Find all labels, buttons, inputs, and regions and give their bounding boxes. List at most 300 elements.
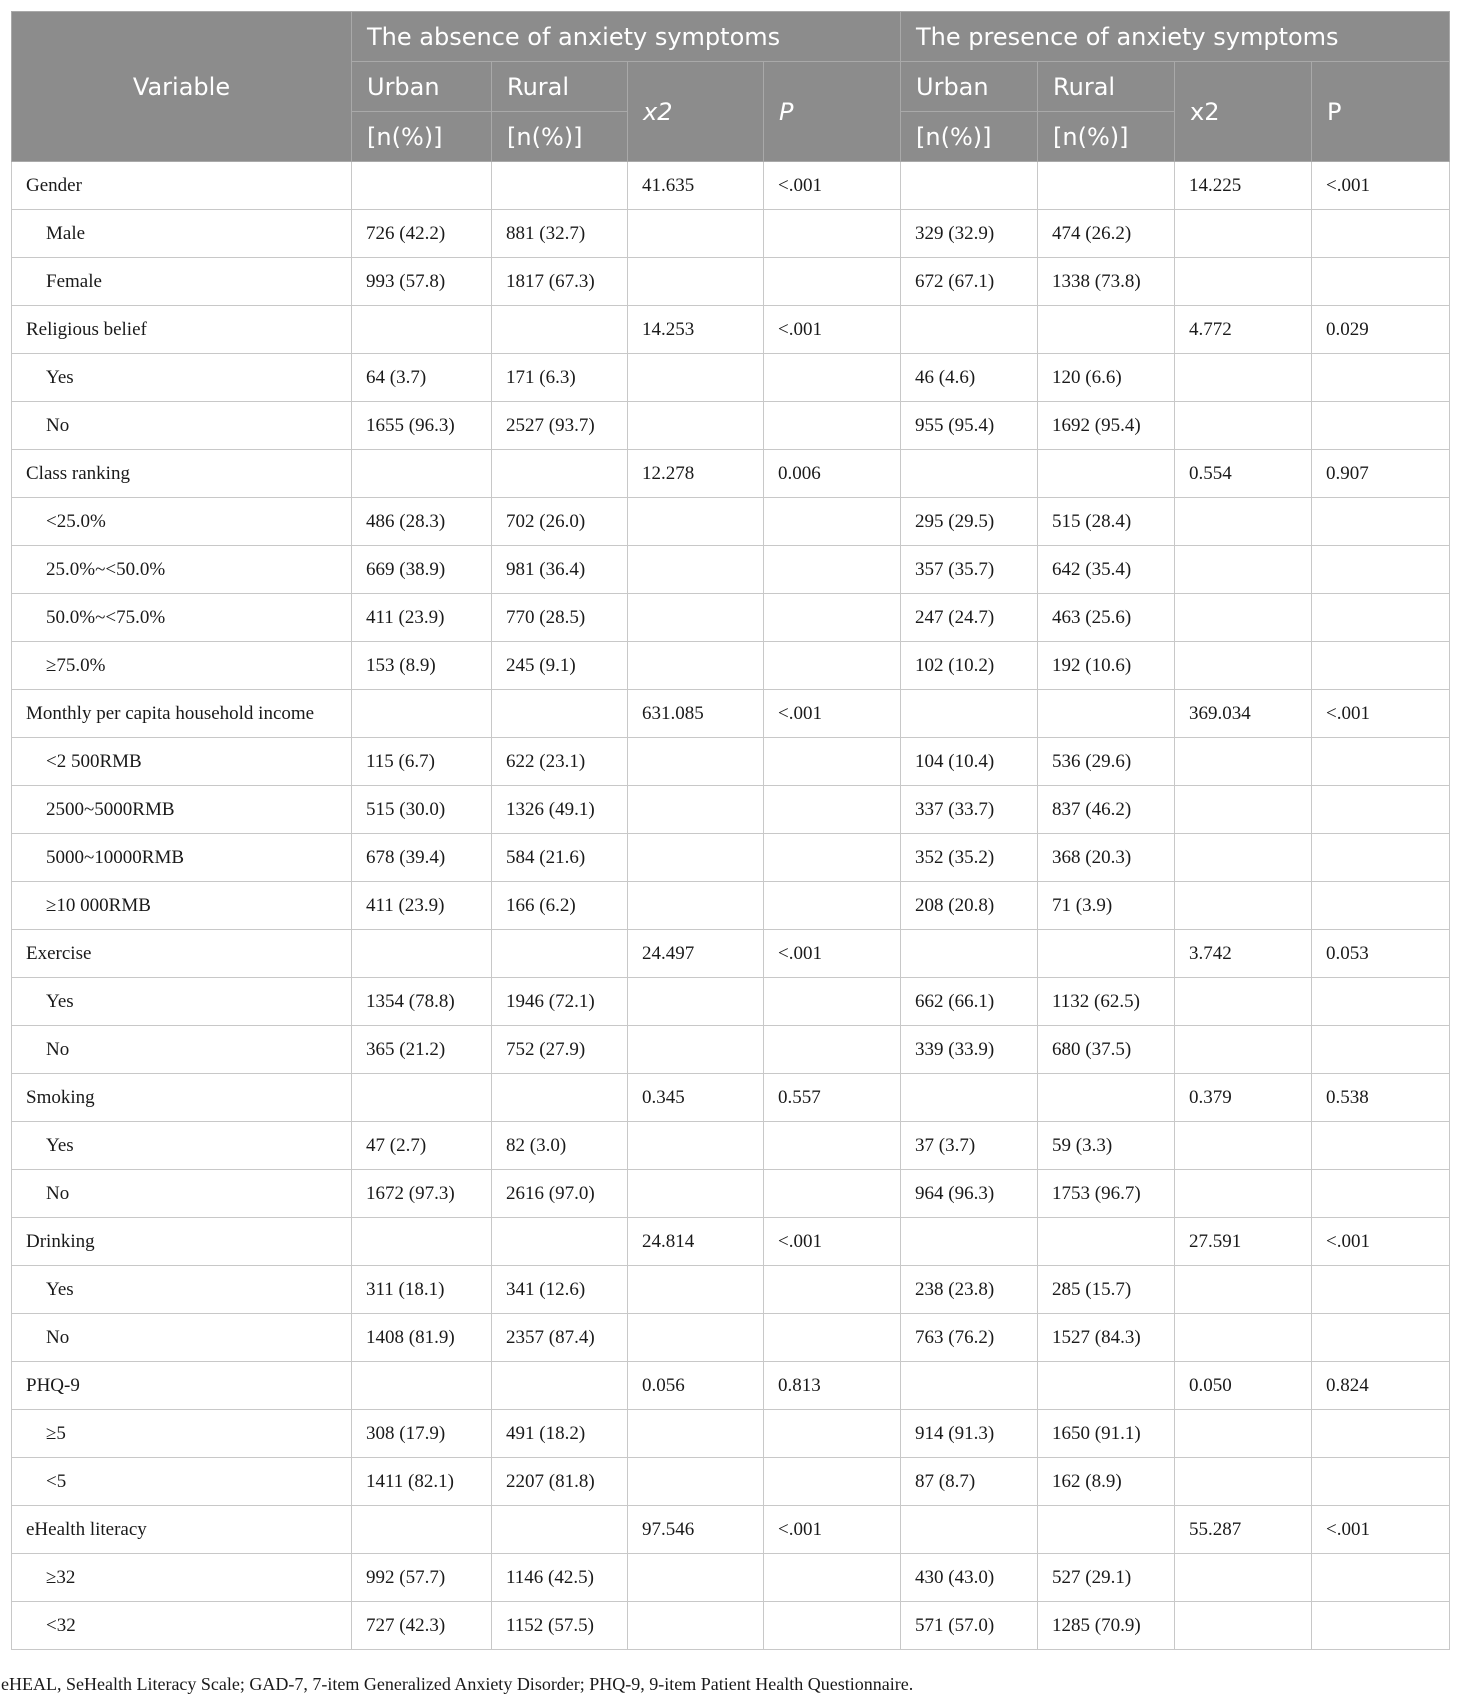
table-cell xyxy=(628,786,764,834)
table-row xyxy=(12,1458,1450,1506)
table-cell: <.001 xyxy=(764,930,901,978)
table-cell: 0.053 xyxy=(1312,930,1450,978)
table-row xyxy=(12,738,1450,786)
table-cell: 55.287 xyxy=(1175,1506,1312,1554)
header-variable: Variable xyxy=(12,12,352,162)
table-cell: 955 (95.4) xyxy=(901,402,1038,450)
table-cell: 680 (37.5) xyxy=(1038,1026,1175,1074)
row-label-cell: Exercise xyxy=(12,930,352,978)
table-cell: <.001 xyxy=(1312,1218,1450,1266)
table-cell xyxy=(764,1410,901,1458)
table-cell xyxy=(764,354,901,402)
table-cell xyxy=(1038,690,1175,738)
table-cell: 881 (32.7) xyxy=(492,210,628,258)
table-cell xyxy=(352,690,492,738)
table-cell xyxy=(492,162,628,210)
table-row xyxy=(12,786,1450,834)
row-label-cell: eHealth literacy xyxy=(12,1506,352,1554)
table-cell xyxy=(1312,1602,1450,1650)
table-cell: 247 (24.7) xyxy=(901,594,1038,642)
table-cell: 365 (21.2) xyxy=(352,1026,492,1074)
table-cell: 166 (6.2) xyxy=(492,882,628,930)
table-cell xyxy=(352,1506,492,1554)
table-cell: 2616 (97.0) xyxy=(492,1170,628,1218)
table-cell: 1527 (84.3) xyxy=(1038,1314,1175,1362)
table-cell xyxy=(764,1602,901,1650)
table-cell: 515 (28.4) xyxy=(1038,498,1175,546)
table-cell: 87 (8.7) xyxy=(901,1458,1038,1506)
table-row xyxy=(12,1266,1450,1314)
table-row xyxy=(12,210,1450,258)
row-label-cell: ≥32 xyxy=(12,1554,352,1602)
table-cell xyxy=(764,210,901,258)
table-row xyxy=(12,1410,1450,1458)
table-cell: 47 (2.7) xyxy=(352,1122,492,1170)
table-cell: 527 (29.1) xyxy=(1038,1554,1175,1602)
table-cell: 369.034 xyxy=(1175,690,1312,738)
table-cell xyxy=(1175,738,1312,786)
table-row xyxy=(12,1554,1450,1602)
header-group-absence: The absence of anxiety symptoms xyxy=(352,12,901,62)
row-label-cell: No xyxy=(12,402,352,450)
table-cell: 1411 (82.1) xyxy=(352,1458,492,1506)
table-cell xyxy=(492,1506,628,1554)
table-cell: 678 (39.4) xyxy=(352,834,492,882)
table-cell xyxy=(764,1026,901,1074)
table-cell: 24.814 xyxy=(628,1218,764,1266)
table-cell: 584 (21.6) xyxy=(492,834,628,882)
table-cell: 245 (9.1) xyxy=(492,642,628,690)
table-cell: 1285 (70.9) xyxy=(1038,1602,1175,1650)
table-cell: 515 (30.0) xyxy=(352,786,492,834)
table-cell xyxy=(1175,594,1312,642)
table-cell: 491 (18.2) xyxy=(492,1410,628,1458)
table-cell: 14.253 xyxy=(628,306,764,354)
table-cell xyxy=(1312,1410,1450,1458)
table-cell: 59 (3.3) xyxy=(1038,1122,1175,1170)
row-label-cell: PHQ-9 xyxy=(12,1362,352,1410)
table-cell: 1326 (49.1) xyxy=(492,786,628,834)
table-cell xyxy=(492,306,628,354)
row-label-cell: Yes xyxy=(12,978,352,1026)
table-cell: 104 (10.4) xyxy=(901,738,1038,786)
table-cell: 0.813 xyxy=(764,1362,901,1410)
row-label-cell: Yes xyxy=(12,1122,352,1170)
table-cell xyxy=(764,1314,901,1362)
table-cell xyxy=(764,498,901,546)
row-label-cell: Yes xyxy=(12,1266,352,1314)
row-label-cell: Female xyxy=(12,258,352,306)
table-cell xyxy=(1038,162,1175,210)
table-cell xyxy=(1312,786,1450,834)
table-cell xyxy=(1175,354,1312,402)
table-cell xyxy=(628,1410,764,1458)
table-cell xyxy=(1038,306,1175,354)
table-cell xyxy=(1175,1602,1312,1650)
table-cell: 46 (4.6) xyxy=(901,354,1038,402)
header-rural-presence: Rural xyxy=(1038,62,1175,112)
table-cell: 463 (25.6) xyxy=(1038,594,1175,642)
row-label-cell: 5000~10000RMB xyxy=(12,834,352,882)
table-group-row xyxy=(12,1506,1450,1554)
table-cell: 642 (35.4) xyxy=(1038,546,1175,594)
header-unit-urban-absence: [n(%)] xyxy=(352,112,492,162)
table-cell xyxy=(1312,402,1450,450)
table-cell xyxy=(352,450,492,498)
table-row xyxy=(12,882,1450,930)
table-cell: 339 (33.9) xyxy=(901,1026,1038,1074)
table-footnote: eHEAL, SeHealth Literacy Scale; GAD-7, 7-item Generalized Anxiety Disorder; PHQ-9, 9-item Patient Health Questionnaire. xyxy=(1,1674,914,1694)
table-cell xyxy=(1312,1170,1450,1218)
table-cell: 770 (28.5) xyxy=(492,594,628,642)
table-cell xyxy=(1175,1122,1312,1170)
table-cell: 1672 (97.3) xyxy=(352,1170,492,1218)
table-cell: 474 (26.2) xyxy=(1038,210,1175,258)
table-cell: <.001 xyxy=(764,690,901,738)
table-cell xyxy=(764,882,901,930)
table-cell: <.001 xyxy=(764,306,901,354)
table-cell xyxy=(1038,930,1175,978)
table-cell xyxy=(901,450,1038,498)
table-cell xyxy=(1312,210,1450,258)
table-cell: 727 (42.3) xyxy=(352,1602,492,1650)
table-cell xyxy=(764,258,901,306)
table-cell: 1817 (67.3) xyxy=(492,258,628,306)
table-cell: 1338 (73.8) xyxy=(1038,258,1175,306)
table-cell xyxy=(628,354,764,402)
table-cell: 411 (23.9) xyxy=(352,882,492,930)
table-cell xyxy=(352,1074,492,1122)
row-label-cell: <32 xyxy=(12,1602,352,1650)
table-body xyxy=(12,162,1450,1650)
table-cell: 486 (28.3) xyxy=(352,498,492,546)
table-row xyxy=(12,354,1450,402)
table-cell: 702 (26.0) xyxy=(492,498,628,546)
table-group-row xyxy=(12,450,1450,498)
table-row xyxy=(12,402,1450,450)
header-unit-rural-absence: [n(%)] xyxy=(492,112,628,162)
table-cell xyxy=(352,162,492,210)
row-label-cell: Smoking xyxy=(12,1074,352,1122)
table-cell: 27.591 xyxy=(1175,1218,1312,1266)
header-urban-presence: Urban xyxy=(901,62,1038,112)
table-cell xyxy=(764,594,901,642)
table-cell xyxy=(1312,738,1450,786)
table-cell xyxy=(1175,498,1312,546)
table-cell xyxy=(1312,1266,1450,1314)
table-cell xyxy=(1312,978,1450,1026)
table-cell: 82 (3.0) xyxy=(492,1122,628,1170)
table-cell: 622 (23.1) xyxy=(492,738,628,786)
table-group-row xyxy=(12,690,1450,738)
table-cell xyxy=(764,786,901,834)
table-cell: 1354 (78.8) xyxy=(352,978,492,1026)
table-cell: 0.557 xyxy=(764,1074,901,1122)
table-cell xyxy=(764,1266,901,1314)
row-label-cell: ≥10 000RMB xyxy=(12,882,352,930)
table-cell xyxy=(1175,1170,1312,1218)
row-label-cell: ≥75.0% xyxy=(12,642,352,690)
table-cell: 0.029 xyxy=(1312,306,1450,354)
table-header xyxy=(12,12,1450,162)
table-cell: 669 (38.9) xyxy=(352,546,492,594)
row-label-cell: <5 xyxy=(12,1458,352,1506)
table-cell xyxy=(628,1266,764,1314)
table-cell xyxy=(901,1362,1038,1410)
row-label-cell: Yes xyxy=(12,354,352,402)
table-cell xyxy=(628,978,764,1026)
table-cell xyxy=(1312,1554,1450,1602)
table-cell: 2207 (81.8) xyxy=(492,1458,628,1506)
header-group-presence: The presence of anxiety symptoms xyxy=(901,12,1450,62)
table-cell xyxy=(901,1506,1038,1554)
row-label-cell: No xyxy=(12,1314,352,1362)
table-cell: 536 (29.6) xyxy=(1038,738,1175,786)
table-cell xyxy=(764,546,901,594)
table-cell xyxy=(1038,1362,1175,1410)
table-cell xyxy=(764,1122,901,1170)
table-cell xyxy=(1312,1026,1450,1074)
row-label-cell: Class ranking xyxy=(12,450,352,498)
table-cell: 102 (10.2) xyxy=(901,642,1038,690)
table-cell: 411 (23.9) xyxy=(352,594,492,642)
table-row xyxy=(12,546,1450,594)
table-cell: 0.379 xyxy=(1175,1074,1312,1122)
table-cell xyxy=(628,834,764,882)
table-cell: 1132 (62.5) xyxy=(1038,978,1175,1026)
table-cell xyxy=(352,1218,492,1266)
table-cell xyxy=(1312,258,1450,306)
table-cell xyxy=(764,1458,901,1506)
table-cell: 0.554 xyxy=(1175,450,1312,498)
table-cell: 0.538 xyxy=(1312,1074,1450,1122)
table-group-row xyxy=(12,1218,1450,1266)
table-cell: 2527 (93.7) xyxy=(492,402,628,450)
table-cell: 1152 (57.5) xyxy=(492,1602,628,1650)
table-group-row xyxy=(12,162,1450,210)
table-cell xyxy=(628,1170,764,1218)
header-urban-absence: Urban xyxy=(352,62,492,112)
table-row xyxy=(12,258,1450,306)
table-cell xyxy=(764,402,901,450)
table-cell: 571 (57.0) xyxy=(901,1602,1038,1650)
row-label-cell: 50.0%~<75.0% xyxy=(12,594,352,642)
table-cell: 12.278 xyxy=(628,450,764,498)
table-cell: <.001 xyxy=(1312,1506,1450,1554)
row-label-cell: Drinking xyxy=(12,1218,352,1266)
table-group-row xyxy=(12,930,1450,978)
row-label-cell: Religious belief xyxy=(12,306,352,354)
table-cell xyxy=(764,978,901,1026)
table-cell xyxy=(1312,1458,1450,1506)
table-cell xyxy=(764,642,901,690)
table-cell xyxy=(628,1122,764,1170)
table-cell: 662 (66.1) xyxy=(901,978,1038,1026)
table-cell xyxy=(1312,1122,1450,1170)
table-cell: 311 (18.1) xyxy=(352,1266,492,1314)
table-cell: 295 (29.5) xyxy=(901,498,1038,546)
table-cell: 1650 (91.1) xyxy=(1038,1410,1175,1458)
header-chi-absence: x2 xyxy=(628,62,764,162)
table-group-row xyxy=(12,1074,1450,1122)
table-cell: 726 (42.2) xyxy=(352,210,492,258)
table-cell: 964 (96.3) xyxy=(901,1170,1038,1218)
table-cell: <.001 xyxy=(764,1506,901,1554)
table-cell xyxy=(1312,354,1450,402)
table-cell: <.001 xyxy=(1312,162,1450,210)
table-cell xyxy=(1175,786,1312,834)
table-cell: 0.345 xyxy=(628,1074,764,1122)
table-cell: 115 (6.7) xyxy=(352,738,492,786)
table-cell: 341 (12.6) xyxy=(492,1266,628,1314)
row-label-cell: 25.0%~<50.0% xyxy=(12,546,352,594)
header-p-presence: P xyxy=(1312,62,1450,162)
table-row xyxy=(12,1602,1450,1650)
table-row xyxy=(12,1314,1450,1362)
table-cell xyxy=(628,882,764,930)
table-cell xyxy=(628,498,764,546)
table-cell xyxy=(764,1554,901,1602)
table-cell: 914 (91.3) xyxy=(901,1410,1038,1458)
table-cell xyxy=(901,306,1038,354)
table-cell: 1408 (81.9) xyxy=(352,1314,492,1362)
table-cell: 37 (3.7) xyxy=(901,1122,1038,1170)
table-cell xyxy=(492,930,628,978)
row-label-cell: Male xyxy=(12,210,352,258)
data-table xyxy=(11,11,1450,1650)
table-cell: <.001 xyxy=(764,1218,901,1266)
table-cell xyxy=(492,1362,628,1410)
table-cell: 631.085 xyxy=(628,690,764,738)
table-cell xyxy=(1175,1314,1312,1362)
table-cell: 352 (35.2) xyxy=(901,834,1038,882)
table-cell: <.001 xyxy=(764,162,901,210)
row-label-cell: No xyxy=(12,1026,352,1074)
header-rural-absence: Rural xyxy=(492,62,628,112)
row-label-cell: <25.0% xyxy=(12,498,352,546)
table-cell xyxy=(628,738,764,786)
table-cell xyxy=(628,1554,764,1602)
table-row xyxy=(12,1122,1450,1170)
table-cell: 993 (57.8) xyxy=(352,258,492,306)
table-cell: 337 (33.7) xyxy=(901,786,1038,834)
table-cell xyxy=(1175,402,1312,450)
table-cell: 1753 (96.7) xyxy=(1038,1170,1175,1218)
table-cell xyxy=(1312,834,1450,882)
table-cell xyxy=(1312,642,1450,690)
table-cell xyxy=(1038,1074,1175,1122)
row-label-cell: 2500~5000RMB xyxy=(12,786,352,834)
table-row xyxy=(12,978,1450,1026)
table-row xyxy=(12,594,1450,642)
table-cell: 1146 (42.5) xyxy=(492,1554,628,1602)
table-cell xyxy=(628,402,764,450)
table-cell xyxy=(901,930,1038,978)
table-cell: 192 (10.6) xyxy=(1038,642,1175,690)
table-cell: 3.742 xyxy=(1175,930,1312,978)
table-cell: 120 (6.6) xyxy=(1038,354,1175,402)
table-cell: 763 (76.2) xyxy=(901,1314,1038,1362)
table-cell: 64 (3.7) xyxy=(352,354,492,402)
row-label-cell: Gender xyxy=(12,162,352,210)
table-cell xyxy=(492,450,628,498)
table-cell: 238 (23.8) xyxy=(901,1266,1038,1314)
table-cell xyxy=(628,594,764,642)
table-cell: 71 (3.9) xyxy=(1038,882,1175,930)
table-cell xyxy=(764,738,901,786)
header-chi-presence: x2 xyxy=(1175,62,1312,162)
table-cell xyxy=(1312,594,1450,642)
table-cell: 4.772 xyxy=(1175,306,1312,354)
table-cell: 208 (20.8) xyxy=(901,882,1038,930)
table-cell xyxy=(1175,1266,1312,1314)
table-row xyxy=(12,1170,1450,1218)
table-row xyxy=(12,642,1450,690)
table-cell xyxy=(1175,258,1312,306)
table-cell xyxy=(492,690,628,738)
table-cell xyxy=(628,642,764,690)
table-cell: 752 (27.9) xyxy=(492,1026,628,1074)
table-cell xyxy=(1175,978,1312,1026)
table-cell: 2357 (87.4) xyxy=(492,1314,628,1362)
table-cell xyxy=(1038,1218,1175,1266)
table-cell: 153 (8.9) xyxy=(352,642,492,690)
table-cell xyxy=(901,162,1038,210)
table-cell xyxy=(628,1602,764,1650)
row-label-cell: ≥5 xyxy=(12,1410,352,1458)
table-cell: 1692 (95.4) xyxy=(1038,402,1175,450)
table-cell: 357 (35.7) xyxy=(901,546,1038,594)
table-cell: 308 (17.9) xyxy=(352,1410,492,1458)
table-row xyxy=(12,498,1450,546)
table-cell: <.001 xyxy=(1312,690,1450,738)
table-row xyxy=(12,834,1450,882)
table-cell: 430 (43.0) xyxy=(901,1554,1038,1602)
table-cell: 97.546 xyxy=(628,1506,764,1554)
table-cell xyxy=(352,1362,492,1410)
table-cell: 162 (8.9) xyxy=(1038,1458,1175,1506)
table-cell: 24.497 xyxy=(628,930,764,978)
table-cell: 672 (67.1) xyxy=(901,258,1038,306)
table-cell: 329 (32.9) xyxy=(901,210,1038,258)
table-cell: 171 (6.3) xyxy=(492,354,628,402)
header-unit-urban-presence: [n(%)] xyxy=(901,112,1038,162)
table-cell xyxy=(1175,1554,1312,1602)
table-cell: 285 (15.7) xyxy=(1038,1266,1175,1314)
table-cell xyxy=(352,306,492,354)
table-cell: 1946 (72.1) xyxy=(492,978,628,1026)
table-cell xyxy=(492,1074,628,1122)
table-cell xyxy=(901,1218,1038,1266)
table-cell: 1655 (96.3) xyxy=(352,402,492,450)
header-unit-rural-presence: [n(%)] xyxy=(1038,112,1175,162)
table-cell xyxy=(1175,1410,1312,1458)
table-cell xyxy=(1038,1506,1175,1554)
table-cell xyxy=(1038,450,1175,498)
table-cell xyxy=(1312,546,1450,594)
table-cell xyxy=(628,258,764,306)
table-cell xyxy=(352,930,492,978)
table-container xyxy=(11,11,1449,1650)
table-group-row xyxy=(12,1362,1450,1410)
table-group-row xyxy=(12,306,1450,354)
table-cell xyxy=(628,1314,764,1362)
table-cell xyxy=(1175,1026,1312,1074)
table-cell: 0.050 xyxy=(1175,1362,1312,1410)
row-label-cell: Monthly per capita household income xyxy=(12,690,352,738)
table-cell: 0.824 xyxy=(1312,1362,1450,1410)
table-cell: 837 (46.2) xyxy=(1038,786,1175,834)
